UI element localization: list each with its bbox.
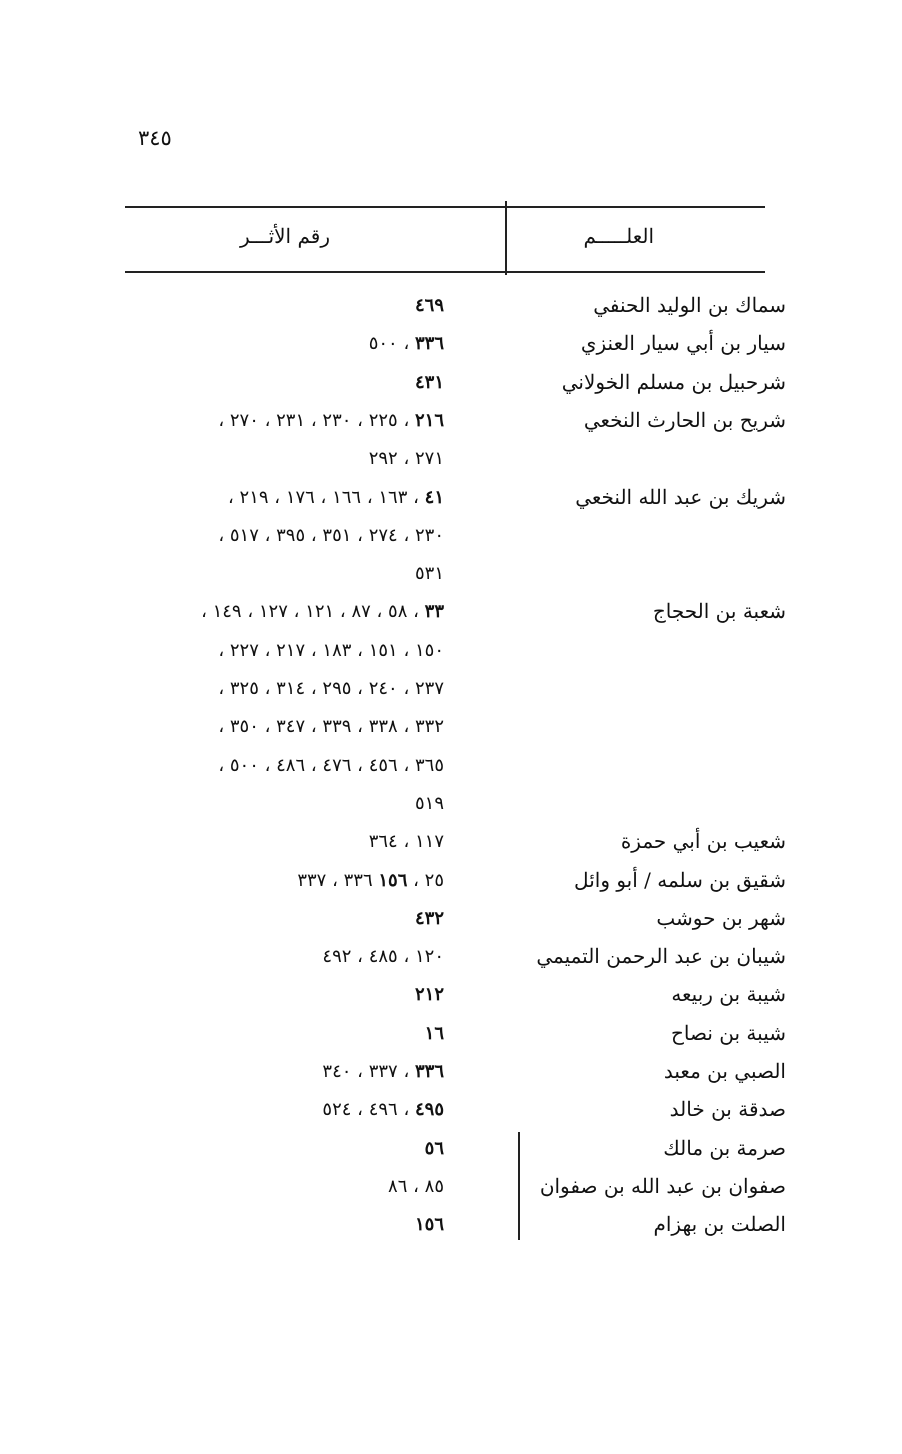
table-row [0,982,902,1020]
reference-number-bold: ١٥٦ [414,1214,444,1236]
table-row [0,331,902,369]
entry-references [297,870,444,891]
entry-name: صفوان بن عبد الله بن صفوان [539,1173,786,1198]
table-row [0,599,902,637]
entry-references [322,946,444,967]
table-row [0,293,902,331]
table-row [0,676,902,714]
reference-numbers: ٣٣٢ ، ٣٣٨ ، ٣٣٩ ، ٣٤٧ ، ٣٥٠ ، [218,716,444,738]
entry-references [415,1214,444,1235]
table-row [0,1021,902,1059]
table-row [0,561,902,599]
table-row [0,523,902,561]
entry-references [218,525,444,546]
reference-number-bold: ٤٩٥ [414,1099,444,1121]
entry-name: شريك بن عبد الله النخعي [575,484,786,509]
reference-number-bold: ١٥٦ [378,869,408,891]
entry-references [369,831,444,852]
reference-numbers: ، ٥٠٠ [368,333,415,355]
table-row [0,868,902,906]
reference-numbers: ١١٧ ، ٣٦٤ [368,831,444,853]
header-reference-column: رقم الأثـــر [239,224,330,248]
table-row [0,829,902,867]
reference-numbers: ، ٣٣٧ ، ٣٤٠ [322,1061,415,1082]
reference-number-bold: ٤٣١ [414,371,444,393]
reference-numbers: ٢٣٧ ، ٢٤٠ ، ٢٩٥ ، ٣١٤ ، ٣٢٥ ، [218,678,444,699]
entry-name: شيبة بن ربيعه [671,982,786,1007]
reference-numbers: ١٥٠ ، ١٥١ ، ١٨٣ ، ٢١٧ ، ٢٢٧ ، [218,639,444,661]
table-row [0,1097,902,1135]
entry-name: شقيق بن سلمه / أبو وائل [574,867,786,892]
table-row [0,1136,902,1174]
table-row [0,638,902,676]
entry-references [388,1176,444,1197]
page-number: ٣٤٥ [138,126,172,150]
entry-name: شريح بن الحارث النخعي [583,407,786,432]
header-column-divider [505,201,507,275]
entry-references [322,1061,444,1082]
table-row [0,485,902,523]
reference-numbers: ٣٣٦ ، ٣٣٧ [297,869,379,891]
entry-references [218,640,444,661]
reference-numbers: ، ٢٢٥ ، ٢٣٠ ، ٢٣١ ، ٢٧٠ ، [218,409,415,431]
entry-references [369,333,444,354]
table-row [0,906,902,944]
reference-numbers: ، ١٦٣ ، ١٦٦ ، ١٧٦ ، ٢١٩ ، [228,486,425,508]
entry-references [425,1023,444,1044]
entry-references [415,908,444,929]
entry-references [228,487,444,508]
entry-references [201,601,444,622]
entry-references [218,755,444,776]
table-header-rule [125,271,765,273]
entry-name: شهر بن حوشب [656,905,786,930]
entry-references [425,1138,444,1159]
entry-name: سماك بن الوليد الحنفي [593,293,786,317]
reference-number-bold: ١٦ [424,1022,444,1044]
reference-numbers: ، ٥٨ ، ٨٧ ، ١٢١ ، ١٢٧ ، ١٤٩ ، [201,601,425,623]
entry-references [415,372,444,393]
entry-name: صدقة بن خالد [669,1097,786,1122]
entry-name: شعيب بن أبي حمزة [620,829,786,854]
reference-number-bold: ٣٣ [424,601,444,623]
reference-number-bold: ٢١٦ [414,409,444,431]
table-row [0,1174,902,1212]
reference-number-bold: ٥٦ [424,1137,444,1159]
entry-references [415,295,444,316]
entry-name: شيبان بن عبد الرحمن التميمي [536,944,786,969]
entry-name: صرمة بن مالك [663,1135,786,1160]
entry-references [218,678,444,699]
reference-numbers: ٣٦٥ ، ٤٥٦ ، ٤٧٦ ، ٤٨٦ ، ٥٠٠ ، [218,754,444,776]
entry-references [369,448,444,469]
entry-references [415,984,444,1005]
reference-numbers: ، ٤٩٦ ، ٥٢٤ [322,1099,415,1121]
reference-number-bold: ٤٣٢ [414,907,444,929]
reference-number-bold: ٣٣٦ [414,333,444,355]
reference-number-bold: ٣٣٦ [414,1061,444,1082]
entry-references [415,793,444,814]
entry-name: شرحبيل بن مسلم الخولاني [561,369,786,394]
reference-numbers: ٥٣١ [414,563,444,585]
table-row [0,714,902,752]
table-row [0,753,902,791]
entry-references [218,410,444,431]
entry-name: الصلت بن بهزام [653,1212,786,1237]
reference-number-bold: ٤٦٩ [414,295,444,316]
entry-references [218,716,444,737]
table-row [0,791,902,829]
entry-name: شيبة بن نصاح [671,1020,786,1045]
reference-numbers: ١٢٠ ، ٤٨٥ ، ٤٩٢ [322,946,444,968]
table-row [0,446,902,484]
table-row [0,370,902,408]
reference-number-bold: ٤١ [424,486,444,508]
reference-numbers: ٢٣٠ ، ٢٧٤ ، ٣٥١ ، ٣٩٥ ، ٥١٧ ، [218,524,444,546]
reference-numbers: ٢٥ ، [407,869,444,891]
entry-references [415,563,444,584]
table-top-rule [125,206,765,208]
entry-references [322,1099,444,1120]
reference-numbers: ٥١٩ [414,792,444,814]
table-row [0,1059,902,1097]
reference-numbers: ٢٧١ ، ٢٩٢ [368,448,444,470]
reference-number-bold: ٢١٢ [414,984,444,1006]
table-row [0,944,902,982]
header-name-column: العلـــــم [583,224,654,248]
entry-name: الصبي بن معبد [663,1059,786,1083]
entry-name: سيار بن أبي سيار العنزي [580,331,786,356]
table-row [0,408,902,446]
table-row [0,1212,902,1250]
reference-numbers: ٨٥ ، ٨٦ [388,1175,444,1197]
entry-name: شعبة بن الحجاج [652,599,786,624]
